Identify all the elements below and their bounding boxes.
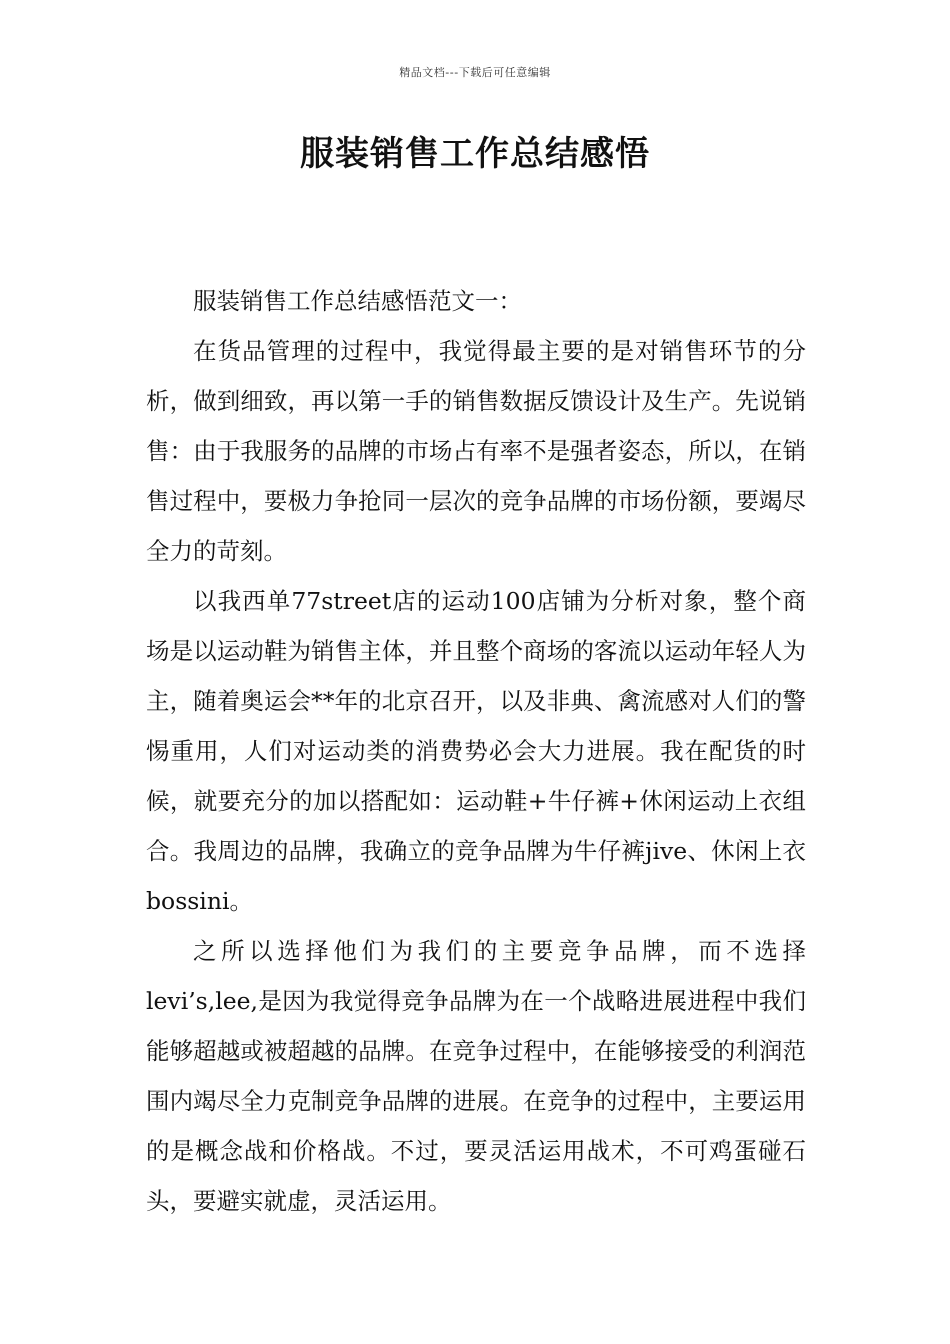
paragraph: 以我西单77street店的运动100店铺为分析对象，整个商场是以运动鞋为销售主体，并且整个商场的客流以运动年轻人为主，随着奥运会**年的北京召开，以及非典、禽流感对人们的警惕重用，人们对运动类的消费势必会大力进展。我在配货的时候，就要充分的加以搭配如：运动鞋+牛仔裤+休闲运动上衣组合。我周边的品牌，我确立的竞争品牌为牛仔裤jive、休闲上衣bossini。 bbox=[146, 587, 806, 915]
paragraph: 在货品管理的过程中，我觉得最主要的是对销售环节的分析，做到细致，再以第一手的销售数据反馈设计及生产。先说销售：由于我服务的品牌的市场占有率不是强者姿态，所以，在销售过程中，要极力争抢同一层次的竞争品牌的市场份额，要竭尽全力的苛刻。 bbox=[146, 337, 806, 565]
header-note: 精品文档---下载后可任意编辑 bbox=[399, 66, 551, 79]
paragraph-subtitle: 服装销售工作总结感悟范文一： bbox=[193, 287, 522, 315]
document-title: 服装销售工作总结感悟 bbox=[300, 134, 650, 174]
document-body bbox=[146, 276, 806, 1226]
paragraph: 之所以选择他们为我们的主要竞争品牌，而不选择levi’s,lee,是因为我觉得竞争品牌为在一个战略进展进程中我们能够超越或被超越的品牌。在竞争过程中，在能够接受的利润范围内竭尽全力克制竞争品牌的进展。在竞争的过程中，主要运用的是概念战和价格战。不过，要灵活运用战术，不可鸡蛋碰石头，要避实就虚，灵活运用。 bbox=[146, 937, 806, 1215]
